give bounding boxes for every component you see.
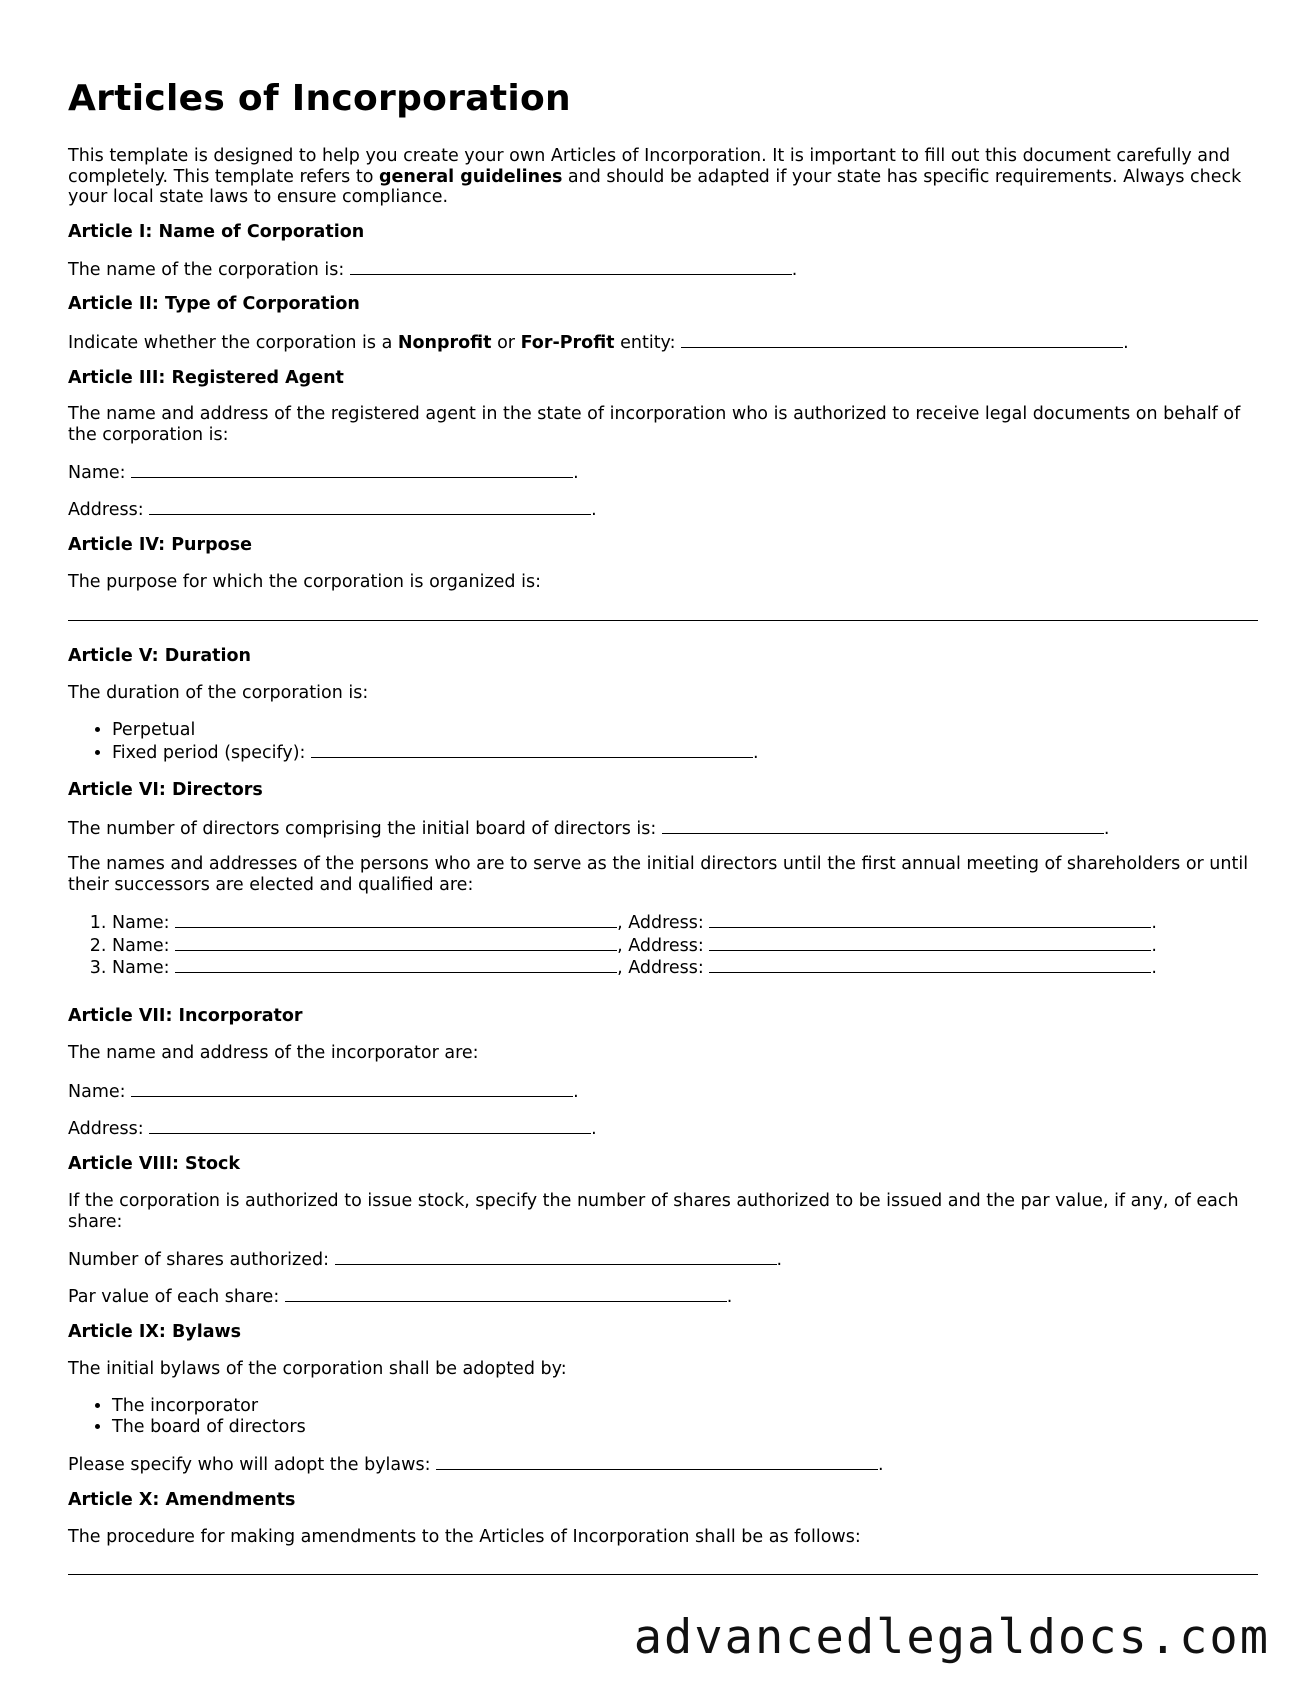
intro-paragraph: This template is designed to help you create your own Articles of Incorporation. It is important to fill out this document carefully and completely. This template refers to general guidelines and should be adapted if your state has specific requirements. Always check your local state laws to ensure compliance. — [68, 146, 1242, 207]
directors-list — [68, 911, 1258, 979]
fixed-period-field[interactable] — [311, 741, 753, 758]
article-6-heading: Article VI: Directors — [68, 780, 263, 800]
corporation-type-field[interactable] — [681, 331, 1123, 348]
director-1-name-field[interactable] — [175, 911, 617, 928]
article-8-text: If the corporation is authorized to issue stock, specify the number of shares authorized to be issued and the par value, if any, of each share: — [68, 1191, 1239, 1232]
agent-address-line: Address: . — [68, 500, 597, 520]
list-item: 2. Name: , Address: . — [112, 934, 1258, 957]
list-item: • The incorporator — [112, 1396, 1258, 1417]
list-item: 1. Name: , Address: . — [112, 911, 1258, 934]
director-3-address-field[interactable] — [709, 956, 1151, 973]
bylaws-options — [68, 1396, 1258, 1437]
directors-count-line: The number of directors comprising the initial board of directors is: . — [68, 819, 1110, 839]
incorporator-address-field[interactable] — [149, 1117, 591, 1134]
director-1-address-field[interactable] — [709, 911, 1151, 928]
article-5-heading: Article V: Duration — [68, 646, 251, 666]
article-3-heading: Article III: Registered Agent — [68, 368, 344, 388]
article-1-heading: Article I: Name of Corporation — [68, 222, 365, 242]
incorporator-name-field[interactable] — [131, 1080, 573, 1097]
corporation-name-field[interactable] — [350, 258, 792, 275]
watermark: advancedlegaldocs.com — [633, 1610, 1270, 1665]
agent-name-line: Name: . — [68, 463, 579, 483]
directors-count-field[interactable] — [662, 817, 1104, 834]
list-item: • Perpetual — [112, 720, 1258, 741]
bylaws-adopter-field[interactable] — [436, 1453, 878, 1470]
shares-line: Number of shares authorized: . — [68, 1250, 783, 1270]
amendments-field[interactable] — [68, 1574, 1258, 1575]
article-7-heading: Article VII: Incorporator — [68, 1006, 303, 1026]
par-value-field[interactable] — [285, 1285, 727, 1302]
agent-name-field[interactable] — [131, 461, 573, 478]
list-item: 3. Name: , Address: . — [112, 956, 1258, 979]
incorporator-name-line: Name: . — [68, 1082, 579, 1102]
director-3-name-field[interactable] — [175, 956, 617, 973]
article-2-heading: Article II: Type of Corporation — [68, 294, 360, 314]
article-4-text: The purpose for which the corporation is organized is: — [68, 572, 541, 592]
list-item: • The board of directors — [112, 1417, 1258, 1438]
article-1-line: The name of the corporation is: . — [68, 260, 798, 280]
article-3-text: The name and address of the registered agent in the state of incorporation who is authorized to receive legal documents on behalf of the corporation is: — [68, 404, 1241, 445]
article-8-heading: Article VIII: Stock — [68, 1154, 241, 1174]
article-6-text: The names and addresses of the persons who are to serve as the initial directors until the first annual meeting of shareholders or until their successors are elected and qualified are: — [68, 854, 1249, 895]
article-7-text: The name and address of the incorporator are: — [68, 1043, 479, 1063]
director-2-address-field[interactable] — [709, 934, 1151, 951]
article-4-heading: Article IV: Purpose — [68, 535, 252, 555]
article-10-heading: Article X: Amendments — [68, 1490, 296, 1510]
article-10-text: The procedure for making amendments to the Articles of Incorporation shall be as follows: — [68, 1527, 861, 1547]
agent-address-field[interactable] — [149, 498, 591, 515]
purpose-field[interactable] — [68, 620, 1258, 621]
director-2-name-field[interactable] — [175, 934, 617, 951]
par-value-line: Par value of each share: . — [68, 1287, 733, 1307]
duration-options — [68, 720, 1258, 763]
article-2-line: Indicate whether the corporation is a Nonprofit or For-Profit entity: . — [68, 333, 1129, 353]
bylaws-specify-line: Please specify who will adopt the bylaws: . — [68, 1455, 884, 1475]
shares-authorized-field[interactable] — [335, 1248, 777, 1265]
article-5-text: The duration of the corporation is: — [68, 683, 369, 703]
article-9-text: The initial bylaws of the corporation shall be adopted by: — [68, 1359, 567, 1379]
list-item: • Fixed period (specify): . — [112, 741, 1258, 764]
article-9-heading: Article IX: Bylaws — [68, 1322, 242, 1342]
page-title: Articles of Incorporation — [68, 78, 571, 119]
incorporator-address-line: Address: . — [68, 1119, 597, 1139]
